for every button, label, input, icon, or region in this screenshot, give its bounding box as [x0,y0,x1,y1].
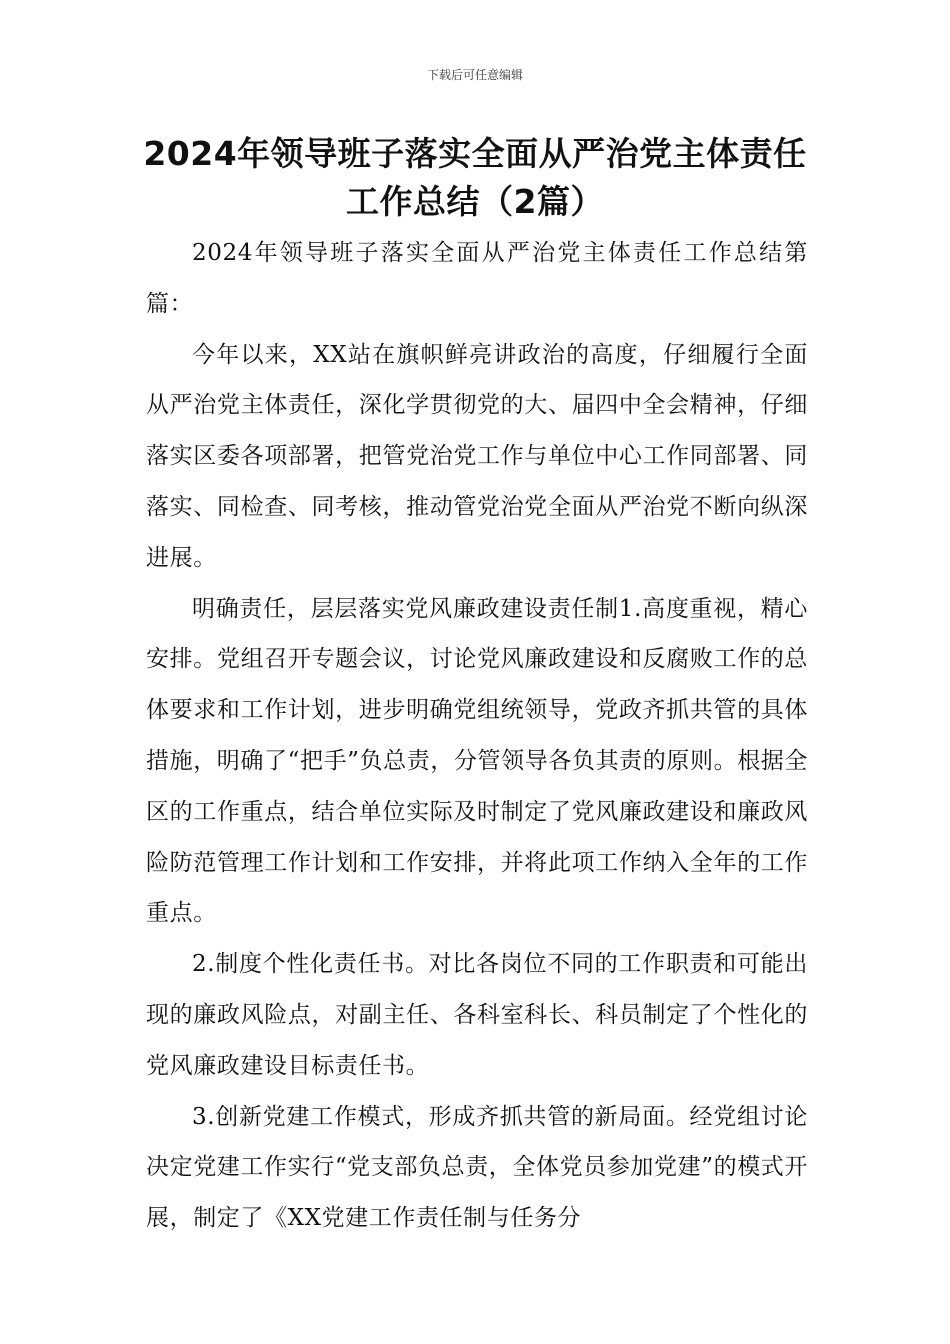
paragraph-subtitle: 2024年领导班子落实全面从严治党主体责任工作总结第篇： [146,240,808,317]
paragraph-intro: 今年以来，XX站在旗帜鲜亮讲政治的高度，仔细履行全面从严治党主体责任，深化学贯彻党的大、届四中全会精神，仔细落实区委各项部署，把管党治党工作与单位中心工作同部署、同落实、同检查、同考核，推动管党治党全面从严治党不断向纵深进展。 [146,341,808,571]
paragraph-item-3: 3.创新党建工作模式，形成齐抓共管的新局面。经党组讨论决定党建工作实行“党支部负总责，全体党员参加党建”的模式开展，制定了《XX党建工作责任制与任务分 [146,1103,808,1232]
paragraph-responsibility: 明确责任，层层落实党风廉政建设责任制1.高度重视，精心安排。党组召开专题会议，讨论党风廉政建设和反腐败工作的总体要求和工作计划，进步明确党组统领导，党政齐抓共管的具体措施，明确了“把手”负总责，分管领导各负其责的原则。根据全区的工作重点，结合单位实际及时制定了党风廉政建设和廉政风险防范管理工作计划和工作安排，并将此项工作纳入全年的工作重点。 [146,595,808,927]
document-body [146,228,808,1244]
header-note: 下载后可任意编辑 [426,68,523,82]
paragraph-item-2: 2.制度个性化责任书。对比各岗位不同的工作职责和可能出现的廉政风险点，对副主任、各科室科长、科员制定了个性化的党风廉政建设目标责任书。 [146,951,808,1079]
document-title: 2024年领导班子落实全面从严治党主体责任工作总结（2篇） [143,134,807,221]
